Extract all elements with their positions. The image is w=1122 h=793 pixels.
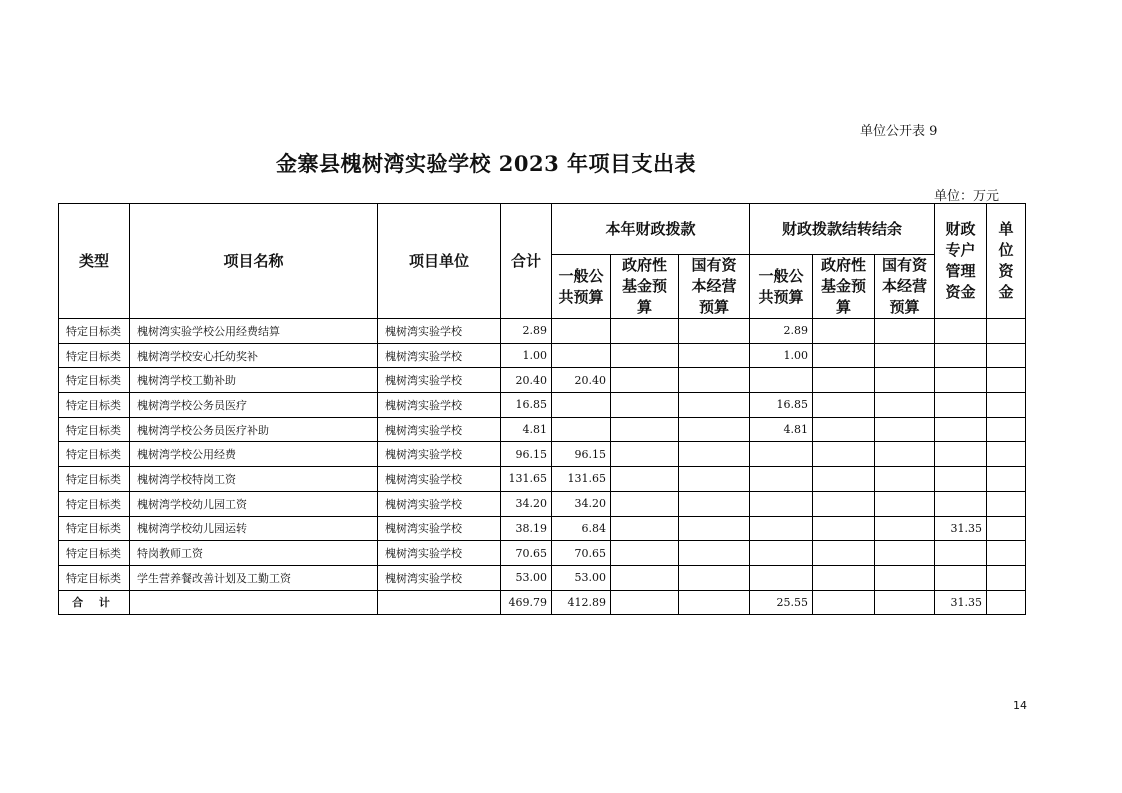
table-row bbox=[59, 467, 1026, 492]
current-state-capital-header: 国有资本经营预算 bbox=[679, 255, 750, 319]
carryover-gov-fund-cell bbox=[813, 368, 875, 393]
current-gov-fund-cell bbox=[611, 491, 679, 516]
carryover-state-capital-cell bbox=[875, 442, 935, 467]
current-gov-fund-cell bbox=[611, 565, 679, 590]
carryover-state-capital-cell bbox=[875, 491, 935, 516]
own-funds-cell bbox=[987, 368, 1026, 393]
total-cell: 2.89 bbox=[501, 319, 552, 344]
project-unit-cell: 槐树湾实验学校 bbox=[378, 393, 501, 418]
current-gov-fund-cell bbox=[611, 417, 679, 442]
carryover-general-cell bbox=[750, 467, 813, 492]
table-row bbox=[59, 393, 1026, 418]
current-general-cell: 70.65 bbox=[552, 541, 611, 566]
carryover-general-header: 一般公共预算 bbox=[750, 255, 813, 319]
carryover-gov-fund-cell bbox=[813, 467, 875, 492]
total-cell: 70.65 bbox=[501, 541, 552, 566]
page-number: 14 bbox=[1013, 699, 1027, 712]
page-title: 金寨县槐树湾实验学校 2023 年项目支出表 bbox=[275, 151, 697, 176]
own-funds-cell bbox=[987, 417, 1026, 442]
type-cell: 特定目标类 bbox=[59, 565, 130, 590]
carryover-general-cell bbox=[750, 541, 813, 566]
table-number: 单位公开表 9 bbox=[860, 124, 938, 139]
carryover-general-cell: 16.85 bbox=[750, 393, 813, 418]
project-name-cell: 学生营养餐改善计划及工勤工资 bbox=[130, 565, 378, 590]
total-row bbox=[59, 590, 1026, 615]
current-state-capital-cell bbox=[679, 319, 750, 344]
current-general-cell: 34.20 bbox=[552, 491, 611, 516]
table-row bbox=[59, 491, 1026, 516]
carryover-gov-fund-cell bbox=[813, 516, 875, 541]
carryover-state-capital-cell bbox=[875, 565, 935, 590]
col-type-header: 类型 bbox=[59, 204, 130, 319]
carryover-gov-fund-cell bbox=[813, 491, 875, 516]
carryover-state-capital-cell bbox=[875, 393, 935, 418]
carryover-gov-fund-cell bbox=[813, 393, 875, 418]
project-name-cell: 槐树湾学校公用经费 bbox=[130, 442, 378, 467]
carryover-state-capital-cell bbox=[875, 541, 935, 566]
type-cell: 特定目标类 bbox=[59, 442, 130, 467]
col-name-header: 项目名称 bbox=[130, 204, 378, 319]
total-carryover-gov-fund bbox=[813, 590, 875, 615]
total-cell: 1.00 bbox=[501, 343, 552, 368]
special-account-cell bbox=[935, 368, 987, 393]
carryover-gov-fund-cell bbox=[813, 319, 875, 344]
col-total-header: 合计 bbox=[501, 204, 552, 319]
current-state-capital-cell bbox=[679, 565, 750, 590]
special-account-cell bbox=[935, 491, 987, 516]
current-gov-fund-cell bbox=[611, 343, 679, 368]
current-appropriation-header: 本年财政拨款 bbox=[552, 204, 750, 255]
current-general-header: 一般公共预算 bbox=[552, 255, 611, 319]
current-state-capital-cell bbox=[679, 541, 750, 566]
carryover-state-capital-header: 国有资本经营预算 bbox=[875, 255, 935, 319]
carryover-general-cell: 2.89 bbox=[750, 319, 813, 344]
special-account-cell bbox=[935, 343, 987, 368]
carryover-general-cell: 1.00 bbox=[750, 343, 813, 368]
total-cell: 53.00 bbox=[501, 565, 552, 590]
total-carryover-general: 25.55 bbox=[750, 590, 813, 615]
current-general-cell: 131.65 bbox=[552, 467, 611, 492]
table-row bbox=[59, 565, 1026, 590]
own-funds-cell bbox=[987, 467, 1026, 492]
type-cell: 特定目标类 bbox=[59, 319, 130, 344]
carryover-general-cell bbox=[750, 442, 813, 467]
carryover-gov-fund-header: 政府性基金预算 bbox=[813, 255, 875, 319]
carryover-header: 财政拨款结转结余 bbox=[750, 204, 935, 255]
current-general-cell: 20.40 bbox=[552, 368, 611, 393]
current-general-cell: 96.15 bbox=[552, 442, 611, 467]
project-unit-cell: 槐树湾实验学校 bbox=[378, 541, 501, 566]
project-unit-cell: 槐树湾实验学校 bbox=[378, 319, 501, 344]
current-gov-fund-cell bbox=[611, 442, 679, 467]
own-funds-cell bbox=[987, 541, 1026, 566]
total-current-state-capital bbox=[679, 590, 750, 615]
total-cell: 38.19 bbox=[501, 516, 552, 541]
type-cell: 特定目标类 bbox=[59, 516, 130, 541]
project-unit-cell: 槐树湾实验学校 bbox=[378, 565, 501, 590]
own-funds-cell bbox=[987, 491, 1026, 516]
total-cell: 34.20 bbox=[501, 491, 552, 516]
table-row bbox=[59, 319, 1026, 344]
total-own-funds bbox=[987, 590, 1026, 615]
type-cell: 特定目标类 bbox=[59, 467, 130, 492]
project-unit-cell: 槐树湾实验学校 bbox=[378, 467, 501, 492]
current-gov-fund-cell bbox=[611, 319, 679, 344]
current-state-capital-cell bbox=[679, 417, 750, 442]
col-special-account-header: 财政专户管理资金 bbox=[935, 204, 987, 319]
table-row bbox=[59, 368, 1026, 393]
carryover-state-capital-cell bbox=[875, 319, 935, 344]
project-unit-cell: 槐树湾实验学校 bbox=[378, 417, 501, 442]
carryover-gov-fund-cell bbox=[813, 417, 875, 442]
type-cell: 特定目标类 bbox=[59, 541, 130, 566]
carryover-general-cell bbox=[750, 516, 813, 541]
current-state-capital-cell bbox=[679, 442, 750, 467]
current-state-capital-cell bbox=[679, 467, 750, 492]
carryover-state-capital-cell bbox=[875, 343, 935, 368]
total-cell: 131.65 bbox=[501, 467, 552, 492]
table-row bbox=[59, 343, 1026, 368]
carryover-gov-fund-cell bbox=[813, 343, 875, 368]
project-name-cell: 特岗教师工资 bbox=[130, 541, 378, 566]
current-general-cell: 53.00 bbox=[552, 565, 611, 590]
total-name-cell bbox=[130, 590, 378, 615]
project-name-cell: 槐树湾学校安心托幼奖补 bbox=[130, 343, 378, 368]
carryover-state-capital-cell bbox=[875, 417, 935, 442]
project-expenditure-table bbox=[58, 203, 1026, 615]
current-state-capital-cell bbox=[679, 491, 750, 516]
project-name-cell: 槐树湾学校幼儿园工资 bbox=[130, 491, 378, 516]
own-funds-cell bbox=[987, 343, 1026, 368]
total-label: 合 计 bbox=[59, 590, 130, 615]
carryover-gov-fund-cell bbox=[813, 442, 875, 467]
special-account-cell bbox=[935, 565, 987, 590]
project-unit-cell: 槐树湾实验学校 bbox=[378, 516, 501, 541]
col-unit-header: 项目单位 bbox=[378, 204, 501, 319]
own-funds-cell bbox=[987, 442, 1026, 467]
total-cell: 4.81 bbox=[501, 417, 552, 442]
current-state-capital-cell bbox=[679, 368, 750, 393]
project-name-cell: 槐树湾学校公务员医疗补助 bbox=[130, 417, 378, 442]
special-account-cell bbox=[935, 319, 987, 344]
type-cell: 特定目标类 bbox=[59, 368, 130, 393]
table-row bbox=[59, 417, 1026, 442]
total-unit-cell bbox=[378, 590, 501, 615]
own-funds-cell bbox=[987, 516, 1026, 541]
carryover-general-cell bbox=[750, 368, 813, 393]
table-row bbox=[59, 516, 1026, 541]
special-account-cell bbox=[935, 541, 987, 566]
current-general-cell bbox=[552, 417, 611, 442]
current-gov-fund-cell bbox=[611, 516, 679, 541]
col-own-funds-header: 单位资金 bbox=[987, 204, 1026, 319]
own-funds-cell bbox=[987, 565, 1026, 590]
carryover-general-cell bbox=[750, 565, 813, 590]
carryover-state-capital-cell bbox=[875, 516, 935, 541]
current-gov-fund-header: 政府性基金预算 bbox=[611, 255, 679, 319]
current-state-capital-cell bbox=[679, 516, 750, 541]
type-cell: 特定目标类 bbox=[59, 343, 130, 368]
own-funds-cell bbox=[987, 319, 1026, 344]
carryover-state-capital-cell bbox=[875, 368, 935, 393]
total-current-gov-fund bbox=[611, 590, 679, 615]
carryover-general-cell: 4.81 bbox=[750, 417, 813, 442]
type-cell: 特定目标类 bbox=[59, 393, 130, 418]
project-name-cell: 槐树湾学校工勤补助 bbox=[130, 368, 378, 393]
special-account-cell bbox=[935, 442, 987, 467]
type-cell: 特定目标类 bbox=[59, 491, 130, 516]
project-name-cell: 槐树湾学校公务员医疗 bbox=[130, 393, 378, 418]
special-account-cell: 31.35 bbox=[935, 516, 987, 541]
carryover-general-cell bbox=[750, 491, 813, 516]
total-current-general: 412.89 bbox=[552, 590, 611, 615]
unit-label: 单位：万元 bbox=[934, 189, 1000, 204]
current-general-cell bbox=[552, 393, 611, 418]
special-account-cell bbox=[935, 467, 987, 492]
current-gov-fund-cell bbox=[611, 541, 679, 566]
own-funds-cell bbox=[987, 393, 1026, 418]
carryover-gov-fund-cell bbox=[813, 541, 875, 566]
table-row bbox=[59, 541, 1026, 566]
project-name-cell: 槐树湾学校幼儿园运转 bbox=[130, 516, 378, 541]
project-name-cell: 槐树湾实验学校公用经费结算 bbox=[130, 319, 378, 344]
total-special-account: 31.35 bbox=[935, 590, 987, 615]
total-cell: 20.40 bbox=[501, 368, 552, 393]
current-gov-fund-cell bbox=[611, 467, 679, 492]
total-cell: 16.85 bbox=[501, 393, 552, 418]
current-gov-fund-cell bbox=[611, 368, 679, 393]
project-unit-cell: 槐树湾实验学校 bbox=[378, 343, 501, 368]
total-sum: 469.79 bbox=[501, 590, 552, 615]
total-carryover-state-capital bbox=[875, 590, 935, 615]
current-general-cell bbox=[552, 343, 611, 368]
current-general-cell: 6.84 bbox=[552, 516, 611, 541]
total-cell: 96.15 bbox=[501, 442, 552, 467]
special-account-cell bbox=[935, 417, 987, 442]
carryover-state-capital-cell bbox=[875, 467, 935, 492]
special-account-cell bbox=[935, 393, 987, 418]
current-gov-fund-cell bbox=[611, 393, 679, 418]
current-state-capital-cell bbox=[679, 343, 750, 368]
table-body bbox=[59, 319, 1026, 615]
project-unit-cell: 槐树湾实验学校 bbox=[378, 368, 501, 393]
current-state-capital-cell bbox=[679, 393, 750, 418]
carryover-gov-fund-cell bbox=[813, 565, 875, 590]
project-name-cell: 槐树湾学校特岗工资 bbox=[130, 467, 378, 492]
current-general-cell bbox=[552, 319, 611, 344]
project-unit-cell: 槐树湾实验学校 bbox=[378, 491, 501, 516]
project-unit-cell: 槐树湾实验学校 bbox=[378, 442, 501, 467]
table-row bbox=[59, 442, 1026, 467]
type-cell: 特定目标类 bbox=[59, 417, 130, 442]
